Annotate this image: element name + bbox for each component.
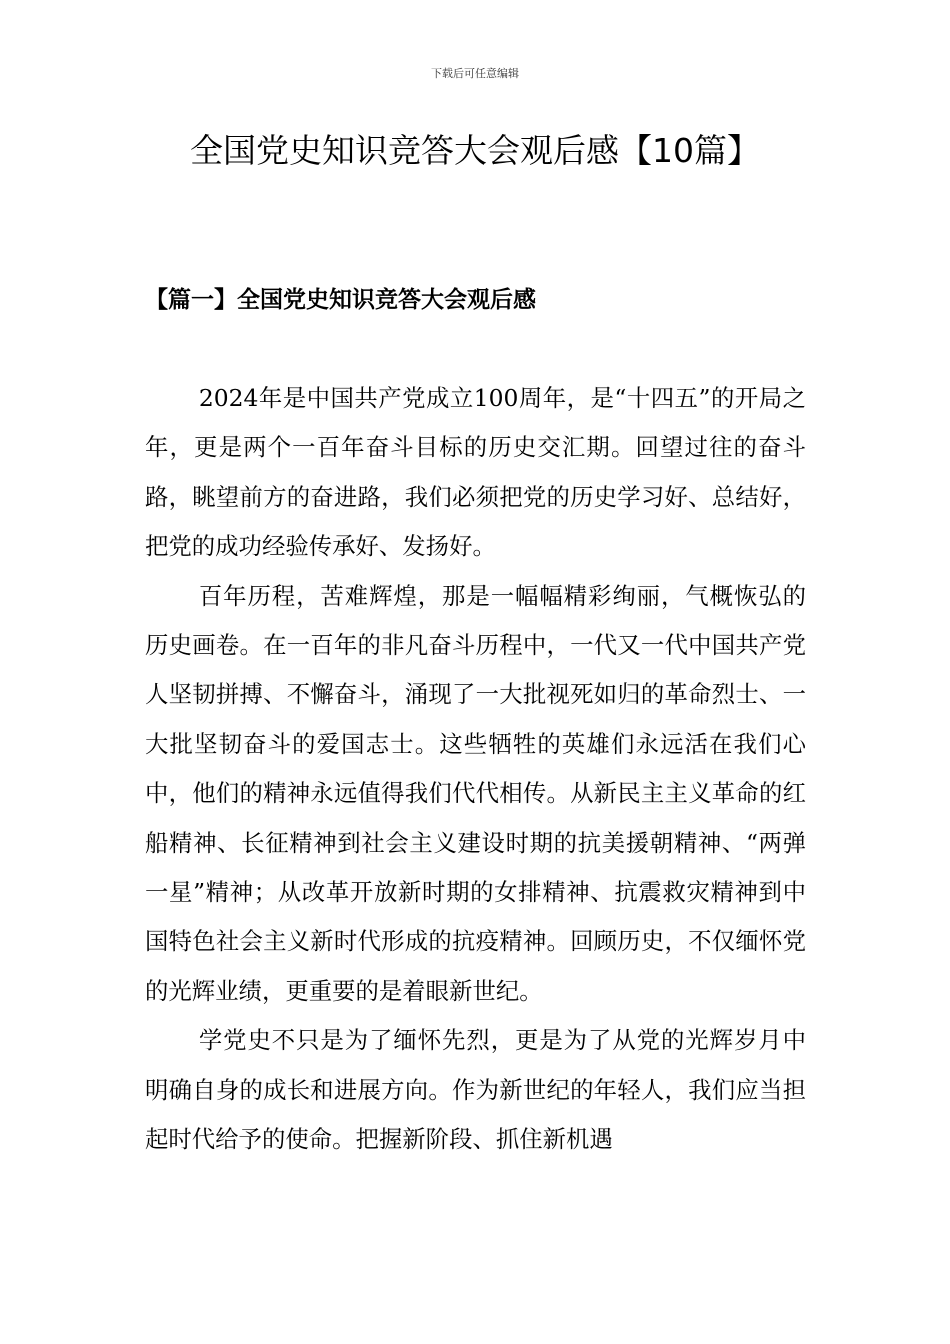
header-note: 下载后可任意编辑 xyxy=(431,67,519,80)
document-body xyxy=(145,374,806,1165)
paragraph-2: 百年历程，苦难辉煌，那是一幅幅精彩绚丽，气概恢弘的历史画卷。在一百年的非凡奋斗历程中，一代又一代中国共产党人坚韧拼搏、不懈奋斗，涌现了一大批视死如归的革命烈士、一大批坚韧奋斗的爱国志士。这些牺牲的英雄们永远活在我们心中，他们的精神永远值得我们代代相传。从新民主主义革命的红船精神、长征精神到社会主义建设时期的抗美援朝精神、“两弹一星”精神；从改革开放新时期的女排精神、抗震救灾精神到中国特色社会主义新时代形成的抗疫精神。回顾历史，不仅缅怀党的光辉业绩，更重要的是着眼新世纪。 xyxy=(145,581,806,1005)
section-heading: 【篇一】全国党史知识竞答大会观后感 xyxy=(145,286,536,313)
document-title: 全国党史知识竞答大会观后感【10篇】 xyxy=(190,131,760,170)
paragraph-3: 学党史不只是为了缅怀先烈，更是为了从党的光辉岁月中明确自身的成长和进展方向。作为新世纪的年轻人，我们应当担起时代给予的使命。把握新阶段、抓住新机遇 xyxy=(145,1026,806,1154)
paragraph-1: 2024年是中国共产党成立100周年，是“十四五”的开局之年，更是两个一百年奋斗目标的历史交汇期。回望过往的奋斗路，眺望前方的奋进路，我们必须把党的历史学习好、总结好，把党的成功经验传承好、发扬好。 xyxy=(145,384,806,561)
